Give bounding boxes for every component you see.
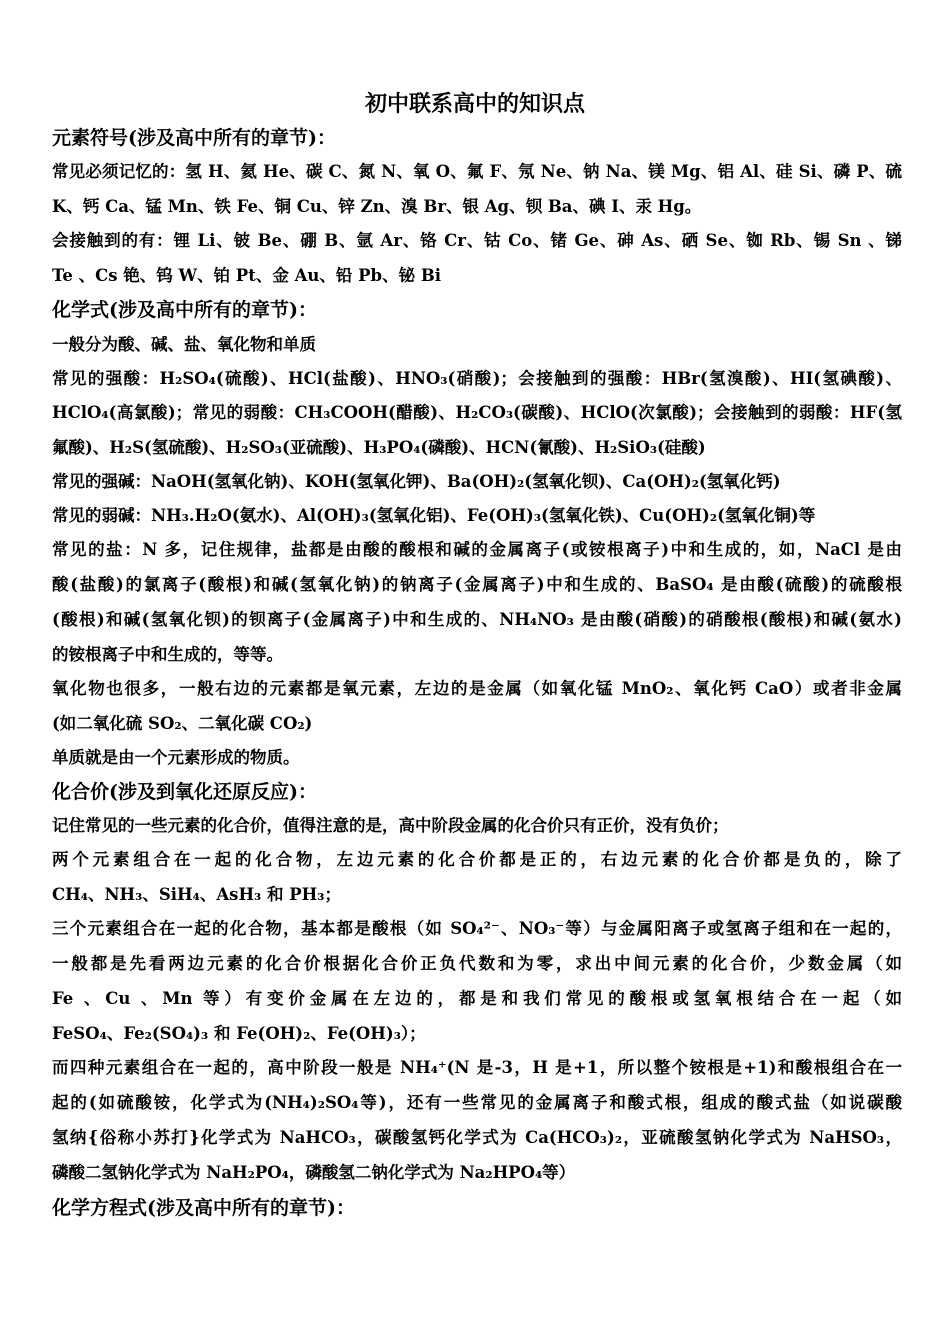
paragraph-line: Te 、Cs 铯、钨 W、铂 Pt、金 Au、铅 Pb、铋 Bi bbox=[52, 266, 442, 285]
paragraph-line: HClO₄(高氯酸)；常见的弱酸：CH₃COOH(醋酸)、H₂CO₃(碳酸)、HClO(次氯酸)；会接触到的弱酸：HF(氢 bbox=[52, 403, 902, 422]
page-title: 初中联系高中的知识点 bbox=[364, 91, 585, 117]
paragraph-line: CH₄、NH₃、SiH₄、AsH₃ 和 PH₃； bbox=[52, 885, 341, 904]
paragraph-line: 磷酸二氢钠化学式为 NaH₂PO₄，磷酸氢二钠化学式为 Na₂HPO₄等） bbox=[52, 1163, 576, 1182]
section-heading-element-symbols: 元素符号(涉及高中所有的章节)： bbox=[52, 127, 336, 149]
paragraph-line: 常见的盐：N 多，记住规律，盐都是由酸的酸根和碱的金属离子(或铵根离子)中和生成的，如，NaCl 是由 bbox=[52, 540, 902, 559]
paragraph-line: 会接触到的有：锂 Li、铍 Be、硼 B、氩 Ar、铬 Cr、钴 Co、锗 Ge、砷 As、硒 Se、铷 Rb、锡 Sn 、锑 bbox=[52, 231, 902, 250]
section-heading-chemical-formulas: 化学式(涉及高中所有的章节)： bbox=[52, 299, 317, 321]
paragraph-line: 记住常见的一些元素的化合价，值得注意的是，高中阶段金属的化合价只有正价，没有负价； bbox=[52, 816, 729, 835]
paragraph-line: 而四种元素组合在一起的，高中阶段一般是 NH₄⁺(N 是-3，H 是+1，所以整个铵根是+1)和酸根组合在一 bbox=[52, 1058, 902, 1077]
section-heading-valence: 化合价(涉及到氧化还原反应)： bbox=[52, 781, 317, 803]
paragraph-line: 三个元素组合在一起的化合物，基本都是酸根（如 SO₄²⁻、NO₃⁻等）与金属阳离子或氢离子组和在一起的， bbox=[52, 919, 902, 938]
paragraph-line: (酸根)和碱(氢氧化钡)的钡离子(金属离子)中和生成的、NH₄NO₃ 是由酸(硝酸)的硝酸根(酸根)和碱(氨水) bbox=[52, 610, 902, 629]
paragraph-line: Fe 、Cu 、Mn 等）有变价金属在左边的，都是和我们常见的酸根或氢氧根结合在一起（如 bbox=[52, 989, 902, 1008]
paragraph-line: (如二氧化硫 SO₂、二氧化碳 CO₂) bbox=[52, 714, 313, 733]
paragraph-line: 起的(如硫酸铵，化学式为(NH₄)₂SO₄等)，还有一些常见的金属离子和酸式根，组成的酸式盐（如说碳酸 bbox=[52, 1093, 902, 1112]
paragraph-line: 两个元素组合在一起的化合物，左边元素的化合价都是正的，右边元素的化合价都是负的，除了 bbox=[52, 850, 902, 869]
paragraph-line: 氟酸)、H₂S(氢硫酸)、H₂SO₃(亚硫酸)、H₃PO₄(磷酸)、HCN(氰酸)、H₂SiO₃(硅酸) bbox=[52, 438, 706, 457]
paragraph-line: 一般分为酸、碱、盐、氧化物和单质 bbox=[52, 335, 316, 354]
paragraph-line: 氧化物也很多，一般右边的元素都是氧元素，左边的是金属（如氧化锰 MnO₂、氧化钙 CaO）或者非金属 bbox=[52, 679, 902, 698]
paragraph-line: 酸(盐酸)的氯离子(酸根)和碱(氢氧化钠)的钠离子(金属离子)中和生成的、BaSO₄ 是由酸(硫酸)的硫酸根 bbox=[52, 575, 902, 594]
section-heading-chemical-equations: 化学方程式(涉及高中所有的章节)： bbox=[52, 1197, 355, 1219]
paragraph-line: 常见的强酸：H₂SO₄(硫酸)、HCl(盐酸)、HNO₃(硝酸)；会接触到的强酸：HBr(氢溴酸)、HI(氢碘酸)、 bbox=[52, 369, 902, 388]
paragraph-line: 的铵根离子中和生成的，等等。 bbox=[52, 645, 283, 664]
paragraph-line: 常见的弱碱：NH₃.H₂O(氨水)、Al(OH)₃(氢氧化铝)、Fe(OH)₃(氢氧化铁)、Cu(OH)₂(氢氧化铜)等 bbox=[52, 506, 816, 525]
paragraph-line: 常见必须记忆的：氢 H、氦 He、碳 C、氮 N、氧 O、氟 F、氖 Ne、钠 Na、镁 Mg、铝 Al、硅 Si、磷 P、硫 bbox=[52, 162, 902, 181]
paragraph-line: 一般都是先看两边元素的化合价根据化合价正负代数和为零，求出中间元素的化合价，少数金属（如 bbox=[52, 954, 902, 973]
paragraph-line: FeSO₄、Fe₂(SO₄)₃ 和 Fe(OH)₂、Fe(OH)₃）； bbox=[52, 1024, 426, 1043]
paragraph-line: 单质就是由一个元素形成的物质。 bbox=[52, 748, 300, 767]
paragraph-line: 常见的强碱：NaOH(氢氧化钠)、KOH(氢氧化钾)、Ba(OH)₂(氢氧化钡)、Ca(OH)₂(氢氧化钙) bbox=[52, 472, 781, 491]
paragraph-line: K、钙 Ca、锰 Mn、铁 Fe、铜 Cu、锌 Zn、溴 Br、银 Ag、钡 Ba、碘 I、汞 Hg。 bbox=[52, 197, 702, 216]
paragraph-line: 氢纳{俗称小苏打}化学式为 NaHCO₃，碳酸氢钙化学式为 Ca(HCO₃)₂，亚硫酸氢钠化学式为 NaHSO₃， bbox=[52, 1128, 902, 1147]
